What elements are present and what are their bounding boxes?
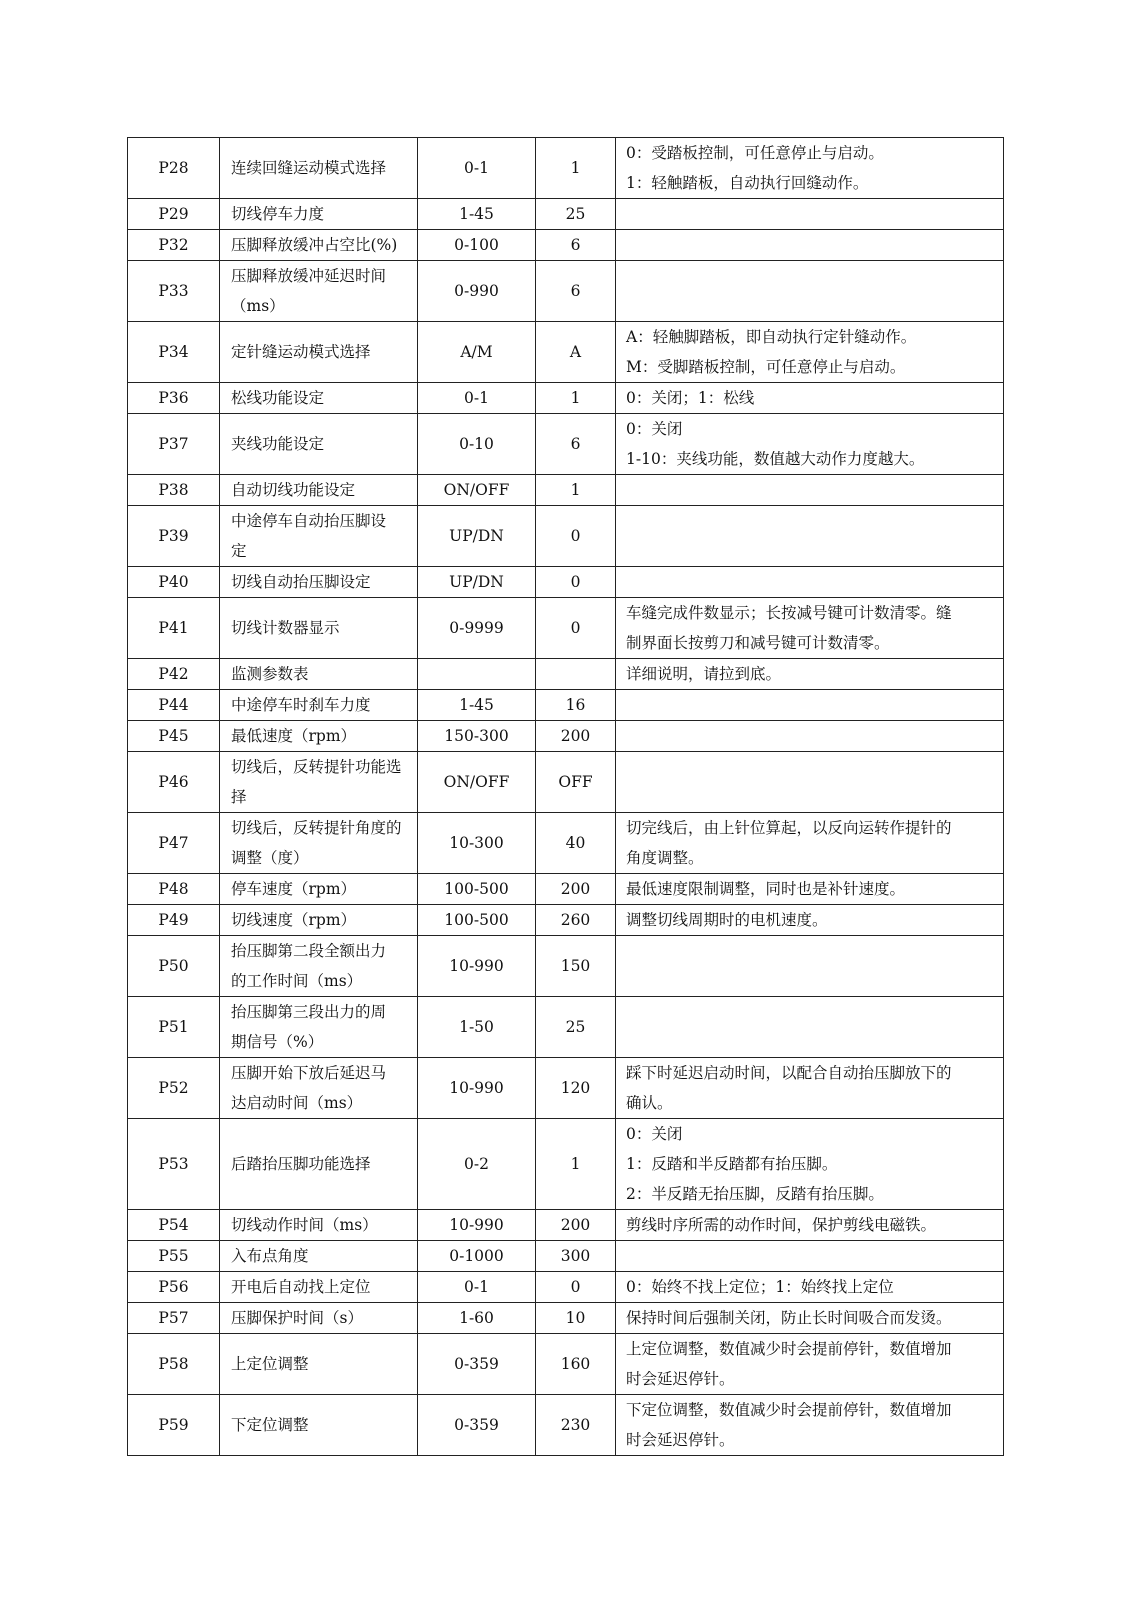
param-range: UP/DN bbox=[418, 506, 536, 567]
param-name bbox=[220, 813, 418, 874]
param-name-line: 定针缝运动模式选择 bbox=[231, 343, 371, 361]
param-description bbox=[616, 936, 1004, 997]
param-range: 10-300 bbox=[418, 813, 536, 874]
param-description bbox=[616, 690, 1004, 721]
param-description-line: 调整切线周期时的电机速度。 bbox=[626, 911, 828, 929]
param-name-line: 切线速度（rpm） bbox=[231, 911, 357, 929]
param-name bbox=[220, 1119, 418, 1210]
param-name bbox=[220, 598, 418, 659]
param-name bbox=[220, 414, 418, 475]
param-description-line: 1：反踏和半反踏都有抬压脚。 bbox=[626, 1155, 838, 1173]
param-code: P28 bbox=[128, 138, 220, 199]
param-name bbox=[220, 1272, 418, 1303]
table-row bbox=[128, 567, 1004, 598]
param-range: 1-45 bbox=[418, 199, 536, 230]
param-name-line: 期信号（%） bbox=[231, 1033, 324, 1051]
param-name-line: 压脚释放缓冲占空比(%) bbox=[231, 236, 398, 254]
param-description bbox=[616, 997, 1004, 1058]
param-default: 25 bbox=[536, 199, 616, 230]
param-code: P50 bbox=[128, 936, 220, 997]
param-default bbox=[536, 659, 616, 690]
param-name-line: 压脚保护时间（s） bbox=[231, 1309, 363, 1327]
param-range: 0-2 bbox=[418, 1119, 536, 1210]
param-name bbox=[220, 1058, 418, 1119]
param-name-line: 调整（度） bbox=[231, 849, 309, 867]
param-name bbox=[220, 1241, 418, 1272]
param-default: 0 bbox=[536, 598, 616, 659]
param-default: 1 bbox=[536, 1119, 616, 1210]
param-name-line: 停车速度（rpm） bbox=[231, 880, 357, 898]
param-range bbox=[418, 659, 536, 690]
param-range: A/M bbox=[418, 322, 536, 383]
param-code: P46 bbox=[128, 752, 220, 813]
param-description bbox=[616, 567, 1004, 598]
param-name-line: 切线后，反转提针功能选 bbox=[231, 758, 402, 776]
param-code: P33 bbox=[128, 261, 220, 322]
param-description bbox=[616, 874, 1004, 905]
param-name-line: 开电后自动找上定位 bbox=[231, 1278, 371, 1296]
param-default: 0 bbox=[536, 1272, 616, 1303]
param-code: P53 bbox=[128, 1119, 220, 1210]
param-name bbox=[220, 874, 418, 905]
param-default: A bbox=[536, 322, 616, 383]
param-code: P57 bbox=[128, 1303, 220, 1334]
param-name bbox=[220, 475, 418, 506]
param-description bbox=[616, 1119, 1004, 1210]
param-description-line: 制界面长按剪刀和减号键可计数清零。 bbox=[626, 634, 890, 652]
param-description-line: 1-10：夹线功能，数值越大动作力度越大。 bbox=[626, 450, 925, 468]
table-row bbox=[128, 874, 1004, 905]
param-name-line: 切线计数器显示 bbox=[231, 619, 340, 637]
param-description bbox=[616, 1272, 1004, 1303]
param-name bbox=[220, 230, 418, 261]
table-row bbox=[128, 1272, 1004, 1303]
param-description-line: 车缝完成件数显示；长按减号键可计数清零。缝 bbox=[626, 604, 952, 622]
param-code: P59 bbox=[128, 1395, 220, 1456]
param-default: 0 bbox=[536, 506, 616, 567]
param-description-line: 下定位调整，数值减少时会提前停针，数值增加 bbox=[626, 1401, 952, 1419]
param-description bbox=[616, 138, 1004, 199]
table-row bbox=[128, 752, 1004, 813]
param-name bbox=[220, 261, 418, 322]
param-range: 1-60 bbox=[418, 1303, 536, 1334]
param-name bbox=[220, 659, 418, 690]
param-default: 200 bbox=[536, 721, 616, 752]
param-default: 6 bbox=[536, 230, 616, 261]
param-code: P52 bbox=[128, 1058, 220, 1119]
table-row bbox=[128, 1395, 1004, 1456]
param-default: 1 bbox=[536, 475, 616, 506]
param-name-line: 最低速度（rpm） bbox=[231, 727, 357, 745]
param-description bbox=[616, 598, 1004, 659]
param-description bbox=[616, 506, 1004, 567]
param-code: P45 bbox=[128, 721, 220, 752]
param-code: P36 bbox=[128, 383, 220, 414]
param-default: 6 bbox=[536, 414, 616, 475]
param-default: 200 bbox=[536, 874, 616, 905]
table-row bbox=[128, 414, 1004, 475]
param-code: P34 bbox=[128, 322, 220, 383]
param-description bbox=[616, 659, 1004, 690]
table-row bbox=[128, 905, 1004, 936]
table-row bbox=[128, 813, 1004, 874]
param-name bbox=[220, 1210, 418, 1241]
param-range: 0-9999 bbox=[418, 598, 536, 659]
param-range: 0-359 bbox=[418, 1334, 536, 1395]
param-name-line: 压脚释放缓冲延迟时间 bbox=[231, 267, 387, 285]
param-name bbox=[220, 1334, 418, 1395]
param-name bbox=[220, 997, 418, 1058]
param-range: 0-359 bbox=[418, 1395, 536, 1456]
param-default: 160 bbox=[536, 1334, 616, 1395]
param-range: 0-1 bbox=[418, 138, 536, 199]
table-row bbox=[128, 997, 1004, 1058]
param-range: 10-990 bbox=[418, 1210, 536, 1241]
param-name-line: 中途停车时刹车力度 bbox=[231, 696, 371, 714]
param-name-line: 上定位调整 bbox=[231, 1355, 309, 1373]
param-name bbox=[220, 567, 418, 598]
param-code: P40 bbox=[128, 567, 220, 598]
param-code: P55 bbox=[128, 1241, 220, 1272]
param-description bbox=[616, 905, 1004, 936]
param-default: 300 bbox=[536, 1241, 616, 1272]
param-name-line: 压脚开始下放后延迟马 bbox=[231, 1064, 387, 1082]
param-name bbox=[220, 138, 418, 199]
parameter-table-body bbox=[128, 138, 1004, 1456]
table-row bbox=[128, 475, 1004, 506]
param-description-line: 确认。 bbox=[626, 1094, 673, 1112]
param-description-line: 2：半反踏无抬压脚，反踏有抬压脚。 bbox=[626, 1185, 884, 1203]
param-description bbox=[616, 383, 1004, 414]
param-default: 6 bbox=[536, 261, 616, 322]
param-name-line: 夹线功能设定 bbox=[231, 435, 325, 453]
param-range: ON/OFF bbox=[418, 752, 536, 813]
param-description bbox=[616, 261, 1004, 322]
param-range: 0-1000 bbox=[418, 1241, 536, 1272]
param-name-line: 监测参数表 bbox=[231, 665, 309, 683]
param-default: 10 bbox=[536, 1303, 616, 1334]
param-name bbox=[220, 936, 418, 997]
param-name bbox=[220, 199, 418, 230]
param-name-line: 达启动时间（ms） bbox=[231, 1094, 363, 1112]
table-row bbox=[128, 659, 1004, 690]
param-name-line: 连续回缝运动模式选择 bbox=[231, 159, 387, 177]
param-code: P56 bbox=[128, 1272, 220, 1303]
param-range: 0-100 bbox=[418, 230, 536, 261]
param-name-line: （ms） bbox=[231, 297, 285, 315]
param-description-line: 最低速度限制调整，同时也是补针速度。 bbox=[626, 880, 906, 898]
param-name bbox=[220, 905, 418, 936]
param-range: 100-500 bbox=[418, 905, 536, 936]
param-default: 1 bbox=[536, 383, 616, 414]
table-row bbox=[128, 1303, 1004, 1334]
param-description bbox=[616, 721, 1004, 752]
table-row bbox=[128, 199, 1004, 230]
param-description-line: A：轻触脚踏板，即自动执行定针缝动作。 bbox=[626, 328, 917, 346]
param-description-line: 时会延迟停针。 bbox=[626, 1370, 735, 1388]
param-name-line: 中途停车自动抬压脚设 bbox=[231, 512, 387, 530]
table-row bbox=[128, 230, 1004, 261]
param-description-line: 1：轻触踏板，自动执行回缝动作。 bbox=[626, 174, 869, 192]
param-description-line: 切完线后，由上针位算起，以反向运转作提针的 bbox=[626, 819, 952, 837]
param-range: 1-45 bbox=[418, 690, 536, 721]
param-range: 10-990 bbox=[418, 936, 536, 997]
param-default: 0 bbox=[536, 567, 616, 598]
param-description-line: 剪线时序所需的动作时间，保护剪线电磁铁。 bbox=[626, 1216, 937, 1234]
param-description-line: 0：关闭；1：松线 bbox=[626, 389, 755, 407]
table-row bbox=[128, 322, 1004, 383]
param-range: 0-1 bbox=[418, 383, 536, 414]
table-row bbox=[128, 138, 1004, 199]
param-description bbox=[616, 752, 1004, 813]
param-description bbox=[616, 1241, 1004, 1272]
param-code: P29 bbox=[128, 199, 220, 230]
param-name-line: 切线后，反转提针角度的 bbox=[231, 819, 402, 837]
param-default: OFF bbox=[536, 752, 616, 813]
param-code: P41 bbox=[128, 598, 220, 659]
table-row bbox=[128, 936, 1004, 997]
param-range: 0-990 bbox=[418, 261, 536, 322]
param-name bbox=[220, 721, 418, 752]
param-default: 25 bbox=[536, 997, 616, 1058]
param-description-line: 0：始终不找上定位；1：始终找上定位 bbox=[626, 1278, 894, 1296]
param-name-line: 切线停车力度 bbox=[231, 205, 325, 223]
param-name bbox=[220, 690, 418, 721]
param-name bbox=[220, 752, 418, 813]
table-row bbox=[128, 598, 1004, 659]
table-row bbox=[128, 1210, 1004, 1241]
param-name bbox=[220, 1303, 418, 1334]
parameter-table bbox=[127, 137, 1004, 1456]
table-row bbox=[128, 506, 1004, 567]
param-description-line: 0：关闭 bbox=[626, 1125, 683, 1143]
param-name-line: 择 bbox=[231, 788, 247, 806]
param-description bbox=[616, 230, 1004, 261]
param-name-line: 定 bbox=[231, 542, 247, 560]
param-description-line: 0：受踏板控制，可任意停止与启动。 bbox=[626, 144, 884, 162]
param-range: 0-10 bbox=[418, 414, 536, 475]
param-name bbox=[220, 322, 418, 383]
param-name bbox=[220, 506, 418, 567]
param-code: P49 bbox=[128, 905, 220, 936]
table-row bbox=[128, 721, 1004, 752]
param-code: P51 bbox=[128, 997, 220, 1058]
param-code: P42 bbox=[128, 659, 220, 690]
param-name-line: 切线动作时间（ms） bbox=[231, 1216, 378, 1234]
table-row bbox=[128, 261, 1004, 322]
param-name-line: 松线功能设定 bbox=[231, 389, 325, 407]
param-description bbox=[616, 414, 1004, 475]
table-row bbox=[128, 383, 1004, 414]
param-description bbox=[616, 1058, 1004, 1119]
param-range: UP/DN bbox=[418, 567, 536, 598]
param-default: 260 bbox=[536, 905, 616, 936]
param-default: 40 bbox=[536, 813, 616, 874]
param-description bbox=[616, 322, 1004, 383]
param-description-line: 角度调整。 bbox=[626, 849, 704, 867]
table-row bbox=[128, 1334, 1004, 1395]
param-code: P44 bbox=[128, 690, 220, 721]
param-range: 10-990 bbox=[418, 1058, 536, 1119]
param-description-line: 保持时间后强制关闭，防止长时间吸合而发烫。 bbox=[626, 1309, 952, 1327]
param-range: ON/OFF bbox=[418, 475, 536, 506]
param-name bbox=[220, 383, 418, 414]
param-code: P47 bbox=[128, 813, 220, 874]
param-name-line: 下定位调整 bbox=[231, 1416, 309, 1434]
param-code: P32 bbox=[128, 230, 220, 261]
param-description bbox=[616, 1395, 1004, 1456]
param-code: P37 bbox=[128, 414, 220, 475]
param-description-line: 上定位调整，数值减少时会提前停针，数值增加 bbox=[626, 1340, 952, 1358]
param-range: 150-300 bbox=[418, 721, 536, 752]
param-range: 1-50 bbox=[418, 997, 536, 1058]
param-code: P39 bbox=[128, 506, 220, 567]
param-description bbox=[616, 475, 1004, 506]
param-code: P38 bbox=[128, 475, 220, 506]
param-description-line: 踩下时延迟启动时间，以配合自动抬压脚放下的 bbox=[626, 1064, 952, 1082]
table-row bbox=[128, 690, 1004, 721]
param-name-line: 后踏抬压脚功能选择 bbox=[231, 1155, 371, 1173]
param-code: P48 bbox=[128, 874, 220, 905]
param-name bbox=[220, 1395, 418, 1456]
param-name-line: 切线自动抬压脚设定 bbox=[231, 573, 371, 591]
param-name-line: 抬压脚第二段全额出力 bbox=[231, 942, 387, 960]
param-default: 120 bbox=[536, 1058, 616, 1119]
param-description-line: M：受脚踏板控制，可任意停止与启动。 bbox=[626, 358, 906, 376]
param-default: 150 bbox=[536, 936, 616, 997]
table-row bbox=[128, 1058, 1004, 1119]
param-description bbox=[616, 1303, 1004, 1334]
param-code: P54 bbox=[128, 1210, 220, 1241]
param-name-line: 自动切线功能设定 bbox=[231, 481, 356, 499]
param-name-line: 入布点角度 bbox=[231, 1247, 309, 1265]
param-range: 0-1 bbox=[418, 1272, 536, 1303]
param-description-line: 0：关闭 bbox=[626, 420, 683, 438]
param-description bbox=[616, 199, 1004, 230]
param-name-line: 的工作时间（ms） bbox=[231, 972, 363, 990]
param-description bbox=[616, 813, 1004, 874]
table-row bbox=[128, 1241, 1004, 1272]
param-description bbox=[616, 1210, 1004, 1241]
table-row bbox=[128, 1119, 1004, 1210]
param-default: 200 bbox=[536, 1210, 616, 1241]
param-code: P58 bbox=[128, 1334, 220, 1395]
param-default: 230 bbox=[536, 1395, 616, 1456]
param-name-line: 抬压脚第三段出力的周 bbox=[231, 1003, 387, 1021]
param-default: 1 bbox=[536, 138, 616, 199]
param-range: 100-500 bbox=[418, 874, 536, 905]
param-default: 16 bbox=[536, 690, 616, 721]
param-description-line: 时会延迟停针。 bbox=[626, 1431, 735, 1449]
param-description-line: 详细说明，请拉到底。 bbox=[626, 665, 782, 683]
param-description bbox=[616, 1334, 1004, 1395]
